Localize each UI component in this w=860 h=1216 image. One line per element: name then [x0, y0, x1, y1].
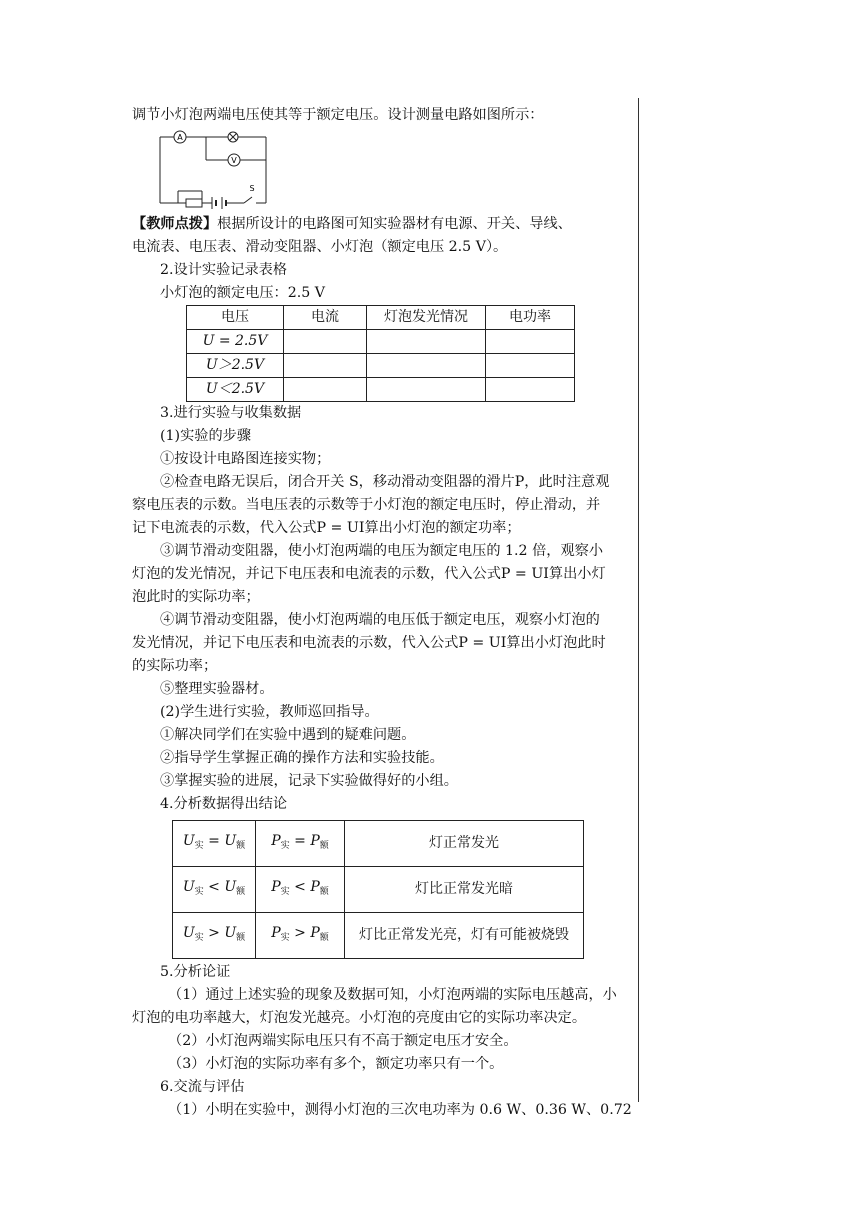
table-border-line: [638, 98, 639, 1102]
voltage-cell: U＜2.5V: [187, 378, 284, 402]
col-power: 电功率: [486, 306, 575, 330]
section-2-heading: 2.设计实验记录表格: [160, 262, 288, 278]
col-lamp-state: 灯泡发光情况: [367, 306, 486, 330]
analysis-3: （3）小灯泡的实际功率有多个，额定功率只有一个。: [168, 1056, 504, 1072]
guide-item-2: ②指导学生掌握正确的操作方法和实验技能。: [160, 750, 444, 766]
table-row: [173, 913, 584, 959]
voltage-cell: U＞2.5V: [187, 354, 284, 378]
section-6-heading: 6.交流与评估: [160, 1079, 245, 1095]
table-row: [173, 867, 584, 913]
record-table: [186, 305, 575, 402]
tip-text-2: 电流表、电压表、滑动变阻器、小灯泡（额定电压 2.5 V）。: [132, 239, 508, 255]
table-row: [187, 330, 575, 354]
step-5: ⑤整理实验器材。: [160, 681, 274, 697]
voltage-cell: U = 2.5V: [187, 330, 284, 354]
step-2-line-2: 察电压表的示数。当电压表的示数等于小灯泡的额定电压时，停止滑动，并: [132, 497, 601, 513]
analysis-1-line-1: （1）通过上述实验的现象及数据可知，小灯泡两端的实际电压越高，小: [168, 987, 617, 1003]
table-row: [173, 821, 584, 867]
lamp-result: 灯正常发光: [345, 821, 584, 867]
analysis-2: （2）小灯泡两端实际电压只有不高于额定电压才安全。: [168, 1033, 518, 1049]
circuit-diagram: [156, 127, 276, 213]
evaluation-1: （1）小明在实验中，测得小灯泡的三次电功率为 0.6 W、0.36 W、0.72: [168, 1102, 632, 1118]
switch-label: S: [249, 184, 255, 193]
steps-heading: (1)实验的步骤: [160, 428, 252, 444]
voltage-relation: $U_实 < U_额$: [173, 867, 256, 913]
section-3-heading: 3.进行实验与收集数据: [160, 405, 302, 421]
voltage-relation: $U_实 > U_额$: [173, 913, 256, 959]
analysis-1-line-2: 灯泡的电功率越大，灯泡发光越亮。小灯泡的亮度由它的实际功率决定。: [132, 1010, 587, 1026]
section-5-heading: 5.分析论证: [160, 964, 231, 980]
lesson-content: [132, 104, 632, 1122]
intro-line: 调节小灯泡两端电压使其等于额定电压。设计测量电路如图所示：: [132, 107, 544, 123]
section-3-2: (2)学生进行实验，教师巡回指导。: [160, 704, 379, 720]
voltage-relation: $U_实 = U_额$: [173, 821, 256, 867]
lamp-result: 灯比正常发光亮，灯有可能被烧毁: [345, 913, 584, 959]
power-relation: $P_实 = P_额$: [256, 821, 345, 867]
conclusion-table: [172, 820, 584, 959]
col-voltage: 电压: [187, 306, 284, 330]
lamp-result: 灯比正常发光暗: [345, 867, 584, 913]
tip-text-1: 根据所设计的电路图可知实验器材有电源、开关、导线、: [217, 216, 572, 232]
step-4-line-3: 的实际功率；: [132, 658, 218, 674]
teacher-tip: [132, 213, 632, 236]
step-2-line-1: ②检查电路无误后，闭合开关 S，移动滑动变阻器的滑片P，此时注意观: [160, 474, 610, 490]
step-3-line-1: ③调节滑动变阻器，使小灯泡两端的电压为额定电压的 1.2 倍，观察小: [160, 543, 604, 559]
record-table-header: [187, 306, 575, 330]
step-4-line-1: ④调节滑动变阻器，使小灯泡两端的电压低于额定电压，观察小灯泡的: [160, 612, 600, 628]
step-2-line-3: 记下电流表的示数，代入公式P = UI算出小灯泡的额定功率；: [132, 520, 521, 536]
step-3-line-2: 灯泡的发光情况，并记下电压表和电流表的示数，代入公式P = UI算出小灯: [132, 566, 606, 582]
step-1: ①按设计电路图连接实物；: [160, 451, 331, 467]
ammeter-label: A: [177, 133, 183, 142]
table-row: [187, 378, 575, 402]
table-row: [187, 354, 575, 378]
guide-item-3: ③掌握实验的进展，记录下实验做得好的小组。: [160, 773, 458, 789]
guide-item-1: ①解决同学们在实验中遇到的疑难问题。: [160, 727, 416, 743]
tip-label: 【教师点拨】: [132, 216, 218, 232]
voltmeter-label: V: [231, 156, 237, 165]
rated-voltage-line: 小灯泡的额定电压：2.5 V: [160, 285, 326, 301]
section-4-heading: 4.分析数据得出结论: [160, 796, 288, 812]
step-3-line-3: 泡此时的实际功率；: [132, 589, 260, 605]
col-current: 电流: [284, 306, 367, 330]
power-relation: $P_实 < P_额$: [256, 867, 345, 913]
step-4-line-2: 发光情况，并记下电压表和电流表的示数，代入公式P = UI算出小灯泡此时: [132, 635, 606, 651]
power-relation: $P_实 > P_额$: [256, 913, 345, 959]
